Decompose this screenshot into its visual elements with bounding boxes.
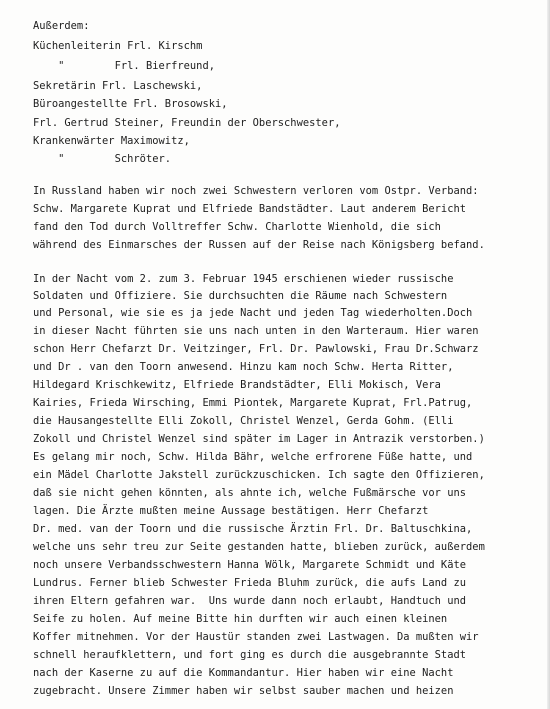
text-line: Es gelang mir noch, Schw. Hilda Bähr, welche erfrorene Füße hatte, und — [33, 451, 473, 463]
text-line: Küchenleiterin Frl. Kirschm — [33, 40, 203, 52]
text-line: ihren Eltern gefahren war. Uns wurde dann noch erlaubt, Handtuch und — [33, 595, 467, 607]
text-line: noch unsere Verbandsschwestern Hanna Wölk, Margarete Schmidt und Käte — [33, 559, 467, 571]
text-line: Zokoll und Christel Wenzel sind später im Lager in Antrazik verstorben.) — [33, 433, 485, 445]
text-line: Büroangestellte Frl. Brosowski, — [33, 98, 228, 110]
text-line: schon Herr Chefarzt Dr. Veitzinger, Frl. Dr. Pawlowski, Frau Dr.Schwarz — [33, 343, 479, 355]
text-line: zugebracht. Unsere Zimmer haben wir selbst sauber machen und heizen — [33, 685, 454, 697]
text-line: Seife zu holen. Auf meine Bitte hin durften wir auch einen kleinen — [33, 613, 448, 625]
text-line: Schw. Margarete Kuprat und Elfriede Bandstädter. Laut anderem Bericht — [33, 203, 467, 215]
text-line: lagen. Die Ärzte mußten meine Aussage bestätigen. Herr Chefarzt — [33, 505, 429, 517]
text-line: Lundrus. Ferner blieb Schwester Frieda Bluhm zurück, die aufs Land zu — [33, 577, 467, 589]
text-line: Hildegard Krischkewitz, Elfriede Brandstädter, Elli Mokisch, Vera — [33, 379, 441, 391]
text-line: " Frl. Bierfreund, — [33, 60, 215, 72]
text-line: in dieser Nacht führten sie uns nach unten in den Warteraum. Hier waren — [33, 325, 479, 337]
text-line: und Personal, wie sie es ja jede Nacht und jeden Tag wiederholten.Doch — [33, 307, 473, 319]
text-line: In der Nacht vom 2. zum 3. Februar 1945 erschienen wieder russische — [33, 273, 454, 285]
text-line: " Schröter. — [33, 153, 172, 165]
text-line: Frl. Gertrud Steiner, Freundin der Oberschwester, — [33, 117, 341, 129]
text-line: die Hausangestellte Elli Zokoll, Christel Wenzel, Gerda Gohm. (Elli — [33, 415, 454, 427]
text-line: Soldaten und Offiziere. Sie durchsuchten die Räume nach Schwestern — [33, 290, 448, 302]
text-line: Kairies, Frieda Wirsching, Emmi Piontek, Margarete Kuprat, Frl.Patrug, — [33, 397, 473, 409]
text-line: In Russland haben wir noch zwei Schwestern verloren vom Ostpr. Verband: — [33, 185, 479, 197]
text-line: schnell heraufklettern, und fort ging es durch die ausgebrannte Stadt — [33, 649, 467, 661]
text-line: Dr. med. van der Toorn und die russische Ärztin Frl. Dr. Baltuschkina, — [33, 523, 473, 535]
text-line: Krankenwärter Maximowitz, — [33, 135, 190, 147]
text-line: Außerdem: — [33, 20, 90, 32]
text-line: daß sie nicht gehen könnten, als ahnte ich, welche Fußmärsche vor uns — [33, 487, 467, 499]
text-line: welche uns sehr treu zur Seite gestanden hatte, blieben zurück, außerdem — [33, 541, 485, 553]
text-line: nach der Kaserne zu auf die Kommandantur. Hier haben wir eine Nacht — [33, 667, 454, 679]
text-line: Koffer mitnehmen. Vor der Haustür standen zwei Lastwagen. Da mußten wir — [33, 631, 479, 643]
text-line: ein Mädel Charlotte Jakstell zurückzuschicken. Ich sagte den Offizieren, — [33, 469, 485, 481]
text-line: Sekretärin Frl. Laschewski, — [33, 80, 203, 92]
text-line: während des Einmarsches der Russen auf der Reise nach Königsberg befand. — [33, 239, 485, 251]
text-line: fand den Tod durch Volltreffer Schw. Charlotte Wienhold, die sich — [33, 221, 441, 233]
text-line: und Dr . van den Toorn anwesend. Hinzu kam noch Schw. Herta Ritter, — [33, 361, 454, 373]
